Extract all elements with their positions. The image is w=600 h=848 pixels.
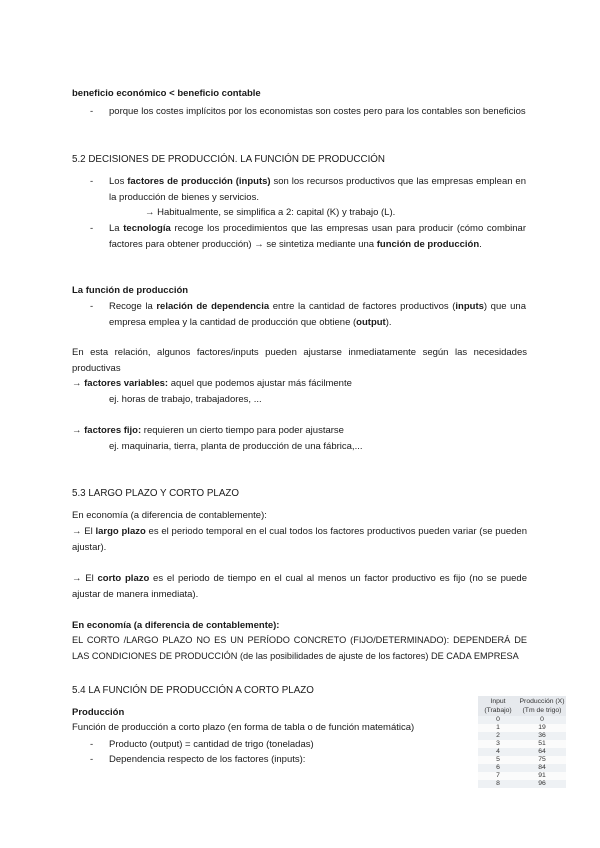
heading-funcion: La función de producción (72, 285, 189, 296)
bullet-costes: porque los costes implícitos por los economistas son costes pero para los contables son beneficios (109, 106, 526, 117)
term-variables: factores variables: (84, 378, 169, 389)
text: aquel que podemos ajustar más fácilmente (168, 378, 352, 389)
table-row (478, 732, 566, 740)
text: recoge los procedimientos que las empresas usan para producir (cómo combinar factores para obtener producción) → se sintetiza mediante una (109, 223, 526, 250)
paragraph-corto-plazo (72, 571, 527, 602)
table-header (478, 696, 566, 716)
paragraph-largo-plazo (72, 524, 527, 555)
cell-input: 6 (496, 764, 500, 771)
text: requieren un cierto tiempo para poder ajustarse (141, 425, 344, 436)
term-fijo: factores fijo: (84, 425, 142, 436)
table-row (478, 764, 566, 772)
term-funcion-produccion: función de producción (376, 238, 480, 250)
note-simplifica: → Habitualmente, se simplifica a 2: capital (K) y trabajo (L). (145, 207, 396, 218)
term-tecnologia: tecnología (123, 223, 171, 234)
table-body (478, 716, 566, 788)
bullet-dash: - (90, 223, 94, 234)
example-variables: ej. horas de trabajo, trabajadores, ... (109, 394, 262, 405)
arrow: → (72, 378, 85, 389)
cell-produccion: 91 (538, 772, 546, 779)
term-largo-plazo: largo plazo (95, 526, 146, 537)
heading-beneficio: beneficio económico < beneficio contable (72, 88, 261, 99)
text: Recoge la (109, 301, 157, 312)
text: La (109, 223, 124, 234)
cell-input: 2 (496, 732, 500, 739)
section-title-5-3: 5.3 LARGO PLAZO Y CORTO PLAZO (72, 488, 239, 499)
text: → El (72, 526, 96, 537)
table-row (478, 748, 566, 756)
term-relacion: relación de dependencia (156, 301, 270, 312)
bullet-dash: - (90, 106, 94, 117)
arrow: → (72, 425, 85, 436)
table-row (478, 772, 566, 780)
cell-input: 0 (496, 716, 500, 723)
cell-produccion: 51 (538, 740, 546, 747)
cell-produccion: 75 (538, 756, 546, 763)
cell-produccion: 19 (538, 724, 546, 731)
cell-input: 3 (496, 740, 500, 747)
bullet-dash: - (90, 176, 94, 187)
cell-input: 1 (496, 724, 500, 731)
text: entre la cantidad de factores productivos ( (269, 301, 456, 312)
line-factores-fijo (72, 423, 344, 439)
table-row (478, 756, 566, 764)
cell-produccion: 64 (538, 748, 546, 755)
table-row (478, 780, 566, 788)
cell-input: 5 (496, 756, 500, 763)
bullet-dash: - (90, 754, 94, 765)
bullet-producto: Producto (output) = cantidad de trigo (toneladas) (109, 739, 314, 750)
line-factores-variables (72, 376, 352, 392)
production-table (478, 696, 566, 788)
section-title-5-2: 5.2 DECISIONES DE PRODUCCIÓN. LA FUNCIÓN DE PRODUCCIÓN (72, 154, 386, 165)
term-inputs: inputs (455, 301, 484, 312)
cell-input: 8 (496, 780, 500, 787)
cell-produccion: 96 (538, 780, 546, 787)
term-output: output (356, 316, 386, 328)
bullet-dependencia: Dependencia respecto de los factores (inputs): (109, 754, 306, 765)
table-row (478, 716, 566, 724)
section-title-5-4: 5.4 LA FUNCIÓN DE PRODUCCIÓN A CORTO PLAZO (72, 685, 314, 696)
text: son los recursos productivos que las empresas emplean en la producción de bienes y servicios. (109, 176, 526, 203)
bullet-dash: - (90, 739, 94, 750)
text: ). (385, 316, 392, 328)
text: es el periodo de tiempo en el cual al menos un factor productivo es fijo (no se puede ajustar de manera inmediata). (72, 573, 527, 600)
bullet-relacion (109, 299, 526, 330)
column-header-input: Input (Trabajo) (484, 698, 512, 714)
text: . (479, 238, 482, 250)
text: ) que una empresa emplea y la cantidad de producción que obtiene ( (109, 301, 526, 328)
cell-input: 7 (496, 772, 500, 779)
cell-produccion: 36 (538, 732, 546, 739)
term-factores: factores de producción (inputs) (127, 176, 271, 187)
table-row (478, 740, 566, 748)
paragraph-conclusion: EL CORTO /LARGO PLAZO NO ES UN PERÍODO CONCRETO (FIJO/DETERMINADO): DEPENDERÁ DE LAS CONDICIONES DE PRODUCCIÓN (de las posibilidades de ajuste de los factores) DE CADA EMPRESA (72, 635, 527, 661)
bullet-dash: - (90, 301, 94, 312)
table-row (478, 724, 566, 732)
cell-input: 4 (496, 748, 500, 755)
line-economia: En economía (a diferencia de contablemente): (72, 510, 267, 521)
heading-produccion: Producción (72, 707, 125, 718)
column-header-produccion: Producción (X) (Tm de trigo) (519, 698, 565, 714)
bullet-tecnologia (109, 221, 526, 252)
example-fijo: ej. maquinaria, tierra, planta de producción de una fábrica,... (109, 441, 363, 452)
heading-economia: En economía (a diferencia de contablemente): (72, 620, 280, 631)
text: es el periodo temporal en el cual todos los factores productivos pueden variar (se pueden ajustar). (72, 526, 527, 553)
cell-produccion: 84 (538, 764, 546, 771)
text: Los (109, 176, 128, 187)
cell-produccion: 0 (540, 716, 544, 723)
text: → El (72, 573, 98, 584)
term-corto-plazo: corto plazo (97, 573, 150, 584)
bullet-factores (109, 174, 526, 205)
paragraph-relacion: En esta relación, algunos factores/inputs pueden ajustarse inmediatamente según las necesidades productivas (72, 347, 527, 374)
line-funcion-corto-plazo: Función de producción a corto plazo (en forma de tabla o de función matemática) (72, 722, 415, 733)
